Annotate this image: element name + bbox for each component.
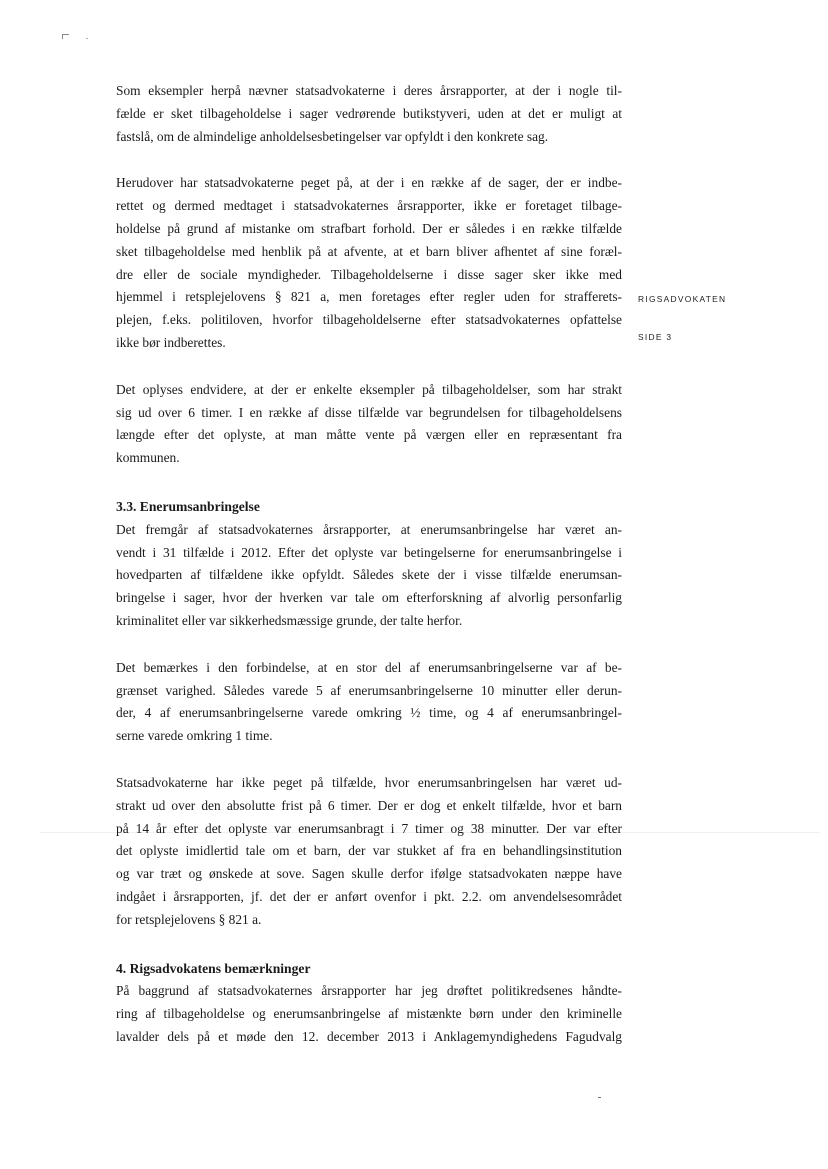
text-line: fælde er sket tilbageholdelse i sager vedrørende butikstyveri, uden at det er muligt at — [116, 105, 622, 121]
text-line: kommunen. — [116, 450, 180, 466]
paragraph — [116, 80, 622, 148]
text-line: strakt ud over den absolutte frist på 6 timer. Der er dog et enkelt tilfælde, hvor et barn — [116, 797, 622, 813]
paragraph — [116, 657, 622, 748]
text-line: grænset varighed. Således varede 5 af enerumsanbringelserne 10 minutter eller derun- — [116, 682, 622, 698]
text-line: fastslå, om de almindelige anholdelsesbetingelser var opfyldt i den konkrete sag. — [116, 128, 549, 144]
paragraph — [116, 172, 622, 354]
text-line: indgået i årsrapporten, jf. det der er anført ovenfor i pkt. 2.2. om anvendelsesområdet — [116, 888, 622, 904]
paragraph — [116, 379, 622, 470]
text-line: holdelse på grund af mistanke om strafbart forhold. Der er således i en række tilfælde — [116, 220, 622, 236]
text-line: der, 4 af enerumsanbringelserne varede omkring ½ time, og 4 af enerumsanbringel- — [116, 705, 622, 721]
text-line: bringelse i sager, hvor der hverken var tale om efterforskning af alvorlig personfarlig — [116, 590, 622, 606]
paragraph — [116, 980, 622, 1048]
text-line: serne varede omkring 1 time. — [116, 728, 273, 744]
text-line: dre eller de sociale myndigheder. Tilbageholdelserne i disse sager sker ikke med — [116, 266, 622, 282]
section-rigsadvokatens-bemaerkninger — [116, 958, 622, 1049]
text-line: plejen, f.eks. politiloven, hvorfor tilbageholdelserne efter statsadvokaternes opfattelse — [116, 312, 622, 328]
text-line: Som eksempler herpå nævner statsadvokaterne i deres årsrapporter, at der i nogle til- — [116, 83, 622, 98]
text-line: på 14 år efter det oplyste var enerumsanbragt i 7 timer og 38 minutter. Der var efter — [116, 820, 622, 836]
scan-artifact — [62, 34, 69, 39]
text-line: vendt i 31 tilfælde i 2012. Efter det oplyste var betingelserne for enerumsanbringelse i — [116, 544, 622, 560]
text-line: Herudover har statsadvokaterne peget på, at der i en række af de sager, der er indbe- — [116, 175, 622, 191]
text-line: På baggrund af statsadvokaternes årsrapporter har jeg drøftet politikredsenes håndte- — [116, 983, 622, 999]
sidebar-page-number: SIDE 3 — [638, 332, 673, 342]
scan-artifact — [86, 38, 88, 39]
text-line: Statsadvokaterne har ikke peget på tilfælde, hvor enerumsanbringelsen har været ud- — [116, 774, 622, 790]
text-line: og var træt og ønskede at sove. Sagen skulle derfor ifølge statsadvokaten næppe have — [116, 866, 622, 882]
sidebar-org-name: RIGSADVOKATEN — [638, 294, 727, 304]
text-line: kriminalitet eller var sikkerhedsmæssige grunde, der talte herfor. — [116, 612, 463, 628]
paragraph — [116, 772, 622, 932]
text-line: hovedparten af tilfældene ikke opfyldt. Således skete der i visse tilfælde enerumsan- — [116, 567, 622, 583]
text-line: Det fremgår af statsadvokaternes årsrapporter, at enerumsanbringelse har været an- — [116, 521, 622, 537]
text-line: sket tilbageholdelse med henblik på at afvente, at et barn bliver afhentet af sine foræl- — [116, 243, 622, 259]
text-line: Det bemærkes i den forbindelse, at en stor del af enerumsanbringelserne var af be- — [116, 659, 622, 675]
scan-artifact — [598, 1097, 601, 1098]
text-line: lavalder dels på et møde den 12. december 2013 i Anklagemyndighedens Fagudvalg — [116, 1028, 622, 1044]
text-line: sig ud over 6 timer. I en række af disse tilfælde var begrundelsen for tilbageholdelsens — [116, 404, 622, 420]
text-line: ring af tilbageholdelse og enerumsanbringelse af mistænkte børn under den kriminelle — [116, 1006, 622, 1022]
document-body — [116, 80, 622, 1071]
paragraph — [116, 519, 622, 633]
text-line: ikke bør indberettes. — [116, 334, 226, 350]
text-line: det oplyste imidlertid tale om et barn, der var stukket af fra en behandlingsinstitution — [116, 843, 622, 859]
section-enerumsanbringelse — [116, 496, 622, 932]
text-line: rettet og dermed medtaget i statsadvokaternes årsrapporter, ikke er foretaget tilbage- — [116, 198, 622, 214]
text-line: for retsplejelovens § 821 a. — [116, 911, 262, 927]
section-heading: 4. Rigsadvokatens bemærkninger — [116, 960, 311, 976]
text-line: længde efter det oplyste, at man måtte vente på værgen eller en repræsentant fra — [116, 427, 622, 443]
text-line: hjemmel i retsplejelovens § 821 a, men foretages efter regler uden for strafferets- — [116, 289, 622, 305]
text-line: Det oplyses endvidere, at der er enkelte eksempler på tilbageholdelser, som har strakt — [116, 381, 622, 397]
section-heading: 3.3. Enerumsanbringelse — [116, 498, 260, 514]
